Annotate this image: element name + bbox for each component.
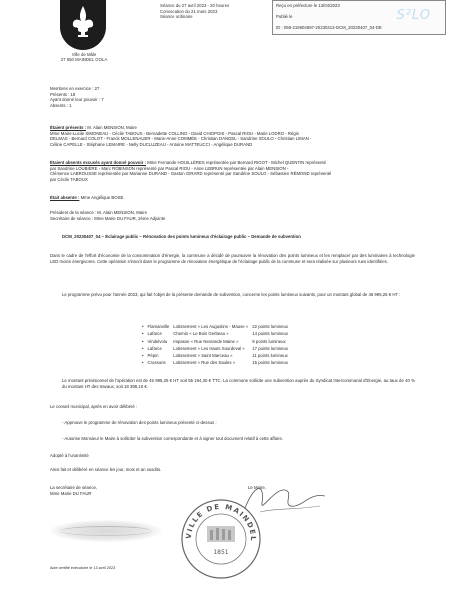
- s2lo-logo: S²LO: [396, 8, 431, 23]
- street-name: Vindelvolu: [147, 338, 168, 344]
- presents-text-1: M. Alain MENSION, Maire: [86, 125, 137, 130]
- president-line: Président de la séance : M. Alain MENSION, Maire: [50, 210, 147, 215]
- seal-ring-text: VILLE DE MAINDEL: [184, 502, 258, 543]
- session-header: [160, 3, 270, 20]
- bullet-icon: •: [142, 338, 144, 344]
- table-row: [140, 352, 290, 359]
- street-address: Impasse « Rue Nevrande Maine »: [173, 338, 239, 344]
- absent-text: Mme Angélique BOSE.: [79, 195, 125, 200]
- street-points: 22 points lumineux: [252, 324, 289, 329]
- excused-text-4: par Cécile TABOUX: [50, 176, 88, 182]
- body-paragraph-1: Dans le cadre de l'effort d'économie de la consommation d'énergie, la commune a décidé de poursuivre la rénovation des points lumineux et les remplacer par des luminaires à technologie LED moins énergivores. Cette opération s'inscrit dans le programme de rénovation énergétique de l'éclairage public de la commune et sera réalisée sur plusieurs rues identifiées.: [50, 253, 415, 264]
- bullet-icon: •: [142, 353, 144, 359]
- town-name-2: 27 650 MAINDEL GOLA: [60, 57, 108, 62]
- municipal-seal: [180, 498, 262, 580]
- present-count: Présents : 18: [50, 91, 76, 97]
- secretary-sign-name: Mme Marie DU FAUR: [50, 490, 92, 496]
- fleur-de-lis-icon: [69, 4, 97, 44]
- street-name: Lafarce: [147, 345, 162, 351]
- bullet-icon: •: [142, 331, 144, 337]
- town-name-block: [56, 52, 112, 62]
- table-row: [140, 345, 290, 352]
- secretary-sign-label: La secrétaire de séance,: [50, 485, 98, 490]
- street-address: Lotissement « Rue des Saules »: [173, 360, 236, 366]
- streets-table: [140, 323, 290, 367]
- members-count: Membres en exercice : 27: [50, 86, 100, 91]
- body-paragraph-2: Le programme prévu pour l'année 2023, qui fait l'objet de la présente demande de subvention, concerne les points lumineux suivants, pour un montant global de 45 995,25 € HT :: [62, 292, 401, 297]
- excused-text-1: Mme Fernande HOUILLÈRES représentée par Bernard RIGOT - Michel QUENTIN représenté: [146, 160, 326, 165]
- presents-text-2: Mme Maire-Lucile SIMONEAU - Cécile TABOUX - Bernadette COLLINO - David CHIOPOIS - Pascal RIOU - Marie LODRO - Régis: [50, 130, 299, 136]
- presents-label: Étaient présents :: [50, 125, 87, 130]
- stamp-id: ID : 059-215904897-20230413-DCM_20230407_04-DE: [276, 25, 382, 30]
- street-name: Crossons: [147, 360, 166, 366]
- deliberation-title: DCM_20230407_04 – Éclairage public – Rénovation des points lumineux d'éclairage public – Demande de subvention: [62, 234, 301, 239]
- presents-text-4: Céline CAPELLE - Stéphane LEMAIRE - Nelly DUCLUZEAU - Antoine MATTEUCCI - Angélique DURAND: [50, 141, 253, 147]
- vote-result: Adopté à l'unanimité: [50, 453, 89, 458]
- body-paragraph-5: - Approuve le programme de rénovation des points lumineux présenté ci-dessus ;: [62, 420, 217, 425]
- street-points: 11 points lumineux: [252, 353, 288, 359]
- session-roles: [50, 210, 165, 221]
- town-coat-of-arms: [60, 0, 106, 50]
- seal-year: 1851: [213, 549, 229, 556]
- excused-block: [50, 160, 331, 182]
- table-row: [140, 330, 290, 337]
- proxy-count: Ayant donné leur pouvoir : 7: [50, 97, 104, 103]
- excused-label: Étaient absents excusés ayant donné pouvoir :: [50, 160, 146, 165]
- secretary-signature-block: [50, 485, 97, 496]
- street-name: Flamanville: [147, 324, 170, 329]
- presents-text-3: DELMAS - Bernard COLOT - Franck MOLLENAUER - Marie-Anne COMMÉE - Christian DANGEL - Sandrine SOULO - Christian LIMAN -: [50, 136, 312, 142]
- handwritten-signature-secretary: [50, 520, 162, 542]
- excused-text-2: par Sandrine LOUBIÈRE - Marc ROBINSON représenté par Pascal RIOU - Anne LEBRUN représentée par Alain MENSION -: [50, 165, 289, 171]
- session-line-2: Convocation du 21 mars 2023: [160, 8, 218, 14]
- attendance-block: [50, 86, 104, 108]
- session-line-3: Séance ordinaire: [160, 14, 193, 20]
- bullet-icon: •: [142, 345, 144, 351]
- street-address: Lotissement « Les Hauts Sourdeval »: [173, 345, 245, 351]
- prefecture-stamp: [272, 0, 446, 35]
- bullet-icon: •: [142, 360, 144, 366]
- street-points: 17 points lumineux: [252, 345, 289, 351]
- street-points: 14 points lumineux: [252, 331, 289, 337]
- body-paragraph-6: - Autorise Monsieur le Maire à solliciter la subvention correspondante et à signer tout document relatif à cette affaire.: [62, 436, 284, 441]
- session-line-1: Séance du 27 avril 2023 - 20 heures: [160, 3, 230, 8]
- street-address: Chemin « Le Bois Gerbeau »: [173, 331, 229, 337]
- stamp-received: Reçu en préfecture le 13/04/2023: [276, 3, 340, 8]
- street-name: Pépin: [147, 353, 159, 359]
- street-points: 15 points lumineux: [252, 360, 289, 366]
- town-name-1: Ville de Mâle: [71, 52, 97, 57]
- street-address: Lotissement « Saint Marceau »: [173, 353, 233, 359]
- excused-text-3: Clémence LABROUSSE représentée par Marianne DURAND - Gaston GIRARD représenté par Sandrine SOULO - Sébastien RÉMOND représenté: [50, 171, 332, 177]
- table-row: [140, 338, 290, 345]
- table-row: [140, 323, 290, 330]
- absent-label: Était absente :: [50, 195, 80, 200]
- table-row: [140, 359, 290, 366]
- absent-line: [50, 195, 125, 201]
- body-paragraph-4: Le conseil municipal, après en avoir délibéré :: [50, 404, 138, 409]
- secretary-line: Secrétaire de séance : Mme Marie DU FAUR, 2ème Adjointe: [50, 215, 166, 221]
- presents-block: [50, 125, 311, 147]
- vote-closing: Ainsi fait et délibéré en séance les jour, mois et an susdits.: [50, 467, 162, 472]
- stamp-published: Publié le: [276, 14, 293, 19]
- street-name: Lafarce: [147, 331, 162, 337]
- body-paragraph-3: Le montant prévisionnel de l'opération est de 45 995,25 € HT soit 55 194,30 € TTC. La commune sollicite une subvention auprès du Syndicat Intercommunal d'Énergie, au taux de 40 % du montant HT des travaux, soit 18 398,10 €.: [62, 378, 415, 389]
- mayor-sign-label: Le Maire,: [248, 485, 266, 490]
- street-address: Lotissement « Les Augustins - Mauve »: [173, 324, 249, 329]
- absent-count: Absents : 1: [50, 102, 72, 108]
- footnote-executory: Acte certifié exécutoire le 13 avril 2023: [50, 566, 116, 570]
- street-points: 9 points lumineux: [252, 338, 286, 344]
- bullet-icon: •: [142, 324, 144, 329]
